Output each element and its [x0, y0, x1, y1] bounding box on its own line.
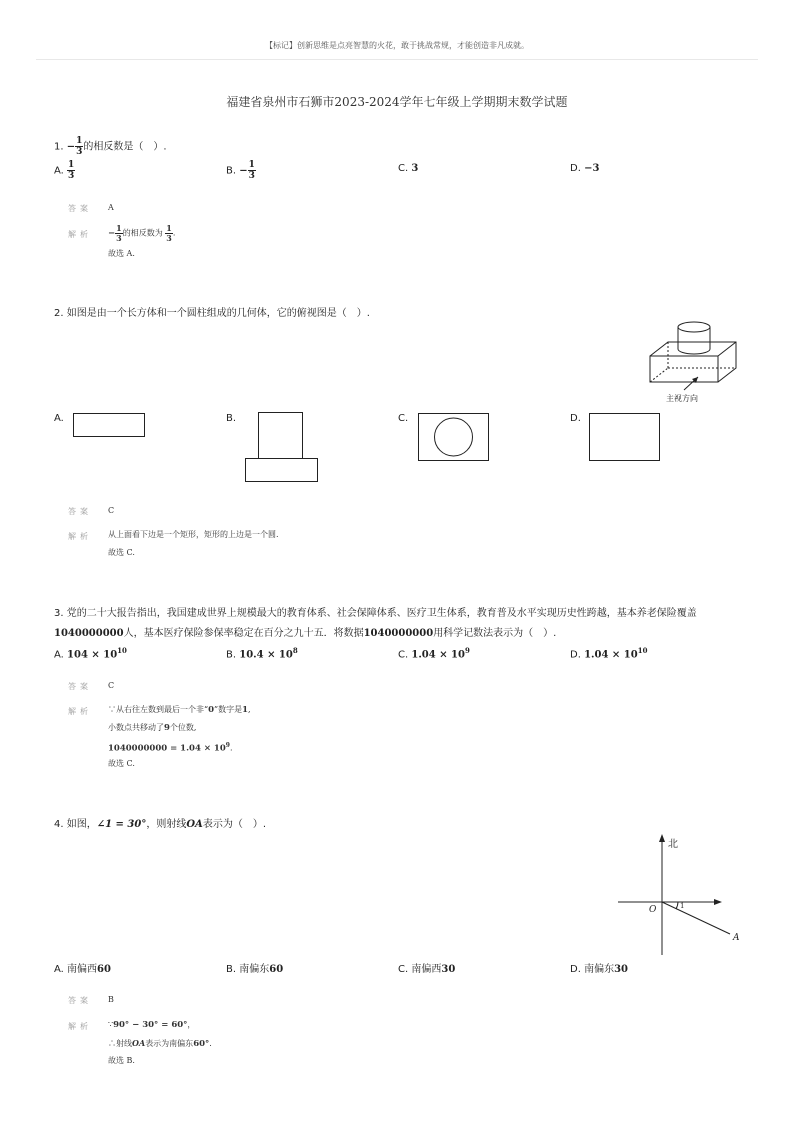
sol-text: 的相反数为	[122, 228, 163, 238]
cylinder-top	[678, 322, 710, 332]
option-key: A.	[54, 649, 64, 661]
q1-number: 1.	[54, 141, 64, 153]
q4-answer-label: 答案	[68, 996, 92, 1005]
sol-text-a: ∴射线	[108, 1039, 132, 1048]
option-text: 南偏东	[239, 964, 270, 975]
q2-option-c-key[interactable]: C.	[398, 413, 409, 424]
option-degree: 60	[97, 964, 111, 975]
box-top-right-edge	[718, 342, 736, 356]
q2-solution-line-2: 故选 C.	[108, 548, 135, 557]
sol-ray: OA	[132, 1038, 146, 1048]
q4-option-b[interactable]	[226, 960, 283, 975]
north-arrow-head	[659, 834, 665, 842]
outer-rectangle	[419, 414, 489, 461]
frac-den: 3	[248, 171, 255, 181]
option-text: 南偏西	[411, 964, 442, 975]
option-base: 10.4 × 10	[239, 649, 293, 661]
q2-figure-caption: 主视方向	[666, 394, 698, 403]
q4-text-c: 表示为（ ）.	[202, 819, 267, 830]
frac-den: 3	[166, 233, 172, 243]
q4-answer-value: B	[108, 995, 114, 1004]
q4-solution-line-1	[108, 1018, 195, 1032]
lower-rectangle	[246, 459, 318, 482]
ray-oa	[662, 902, 730, 934]
option-exponent: 8	[292, 646, 298, 655]
q1-minus: −	[66, 141, 76, 153]
wide-rectangle	[74, 414, 145, 437]
q4-origin-label: O	[649, 905, 657, 915]
sol-comma: ，	[187, 1020, 196, 1029]
frac-num: 1	[68, 160, 75, 170]
box-top-side-edges	[650, 342, 736, 382]
header-divider	[36, 59, 758, 60]
option-degree: 30	[614, 964, 628, 975]
sol-text-b: 个位数,	[169, 723, 197, 732]
q3-option-a[interactable]	[54, 646, 127, 660]
q4-option-d[interactable]	[570, 960, 628, 975]
sol-nine: 9	[164, 723, 170, 733]
option-fraction	[67, 160, 75, 181]
q2-answer-value: C	[108, 506, 115, 515]
q1-frac-den: 3	[76, 147, 83, 157]
frac-num: 1	[116, 223, 122, 233]
sol-exponent: 9	[225, 742, 230, 749]
q4-ray-label: A	[733, 933, 740, 943]
option-fraction	[248, 160, 256, 181]
option-exponent: 10	[117, 646, 127, 655]
option-key: C.	[398, 163, 409, 174]
sol-end: .	[229, 743, 233, 753]
frac-num: 1	[248, 160, 255, 170]
frac-num: 1	[166, 223, 172, 233]
sol-zero: 0	[208, 705, 215, 715]
q4-solution-line-3: 故选 B.	[108, 1056, 135, 1065]
sol-equation: 1040000000 = 1.04 × 10	[108, 743, 226, 754]
sol-end: .	[209, 1039, 212, 1048]
option-key: C.	[398, 649, 409, 661]
frac-den: 3	[68, 171, 75, 181]
sol-text-a: ∵从右往左数到最后一个非“	[108, 705, 209, 714]
q2-option-a-key[interactable]: A.	[54, 413, 64, 424]
sol-text-b: 表示为南偏东	[145, 1039, 194, 1048]
option-base: 104 × 10	[67, 649, 118, 661]
q4-north-label: 北	[668, 839, 678, 850]
sol-text-b: ”数字是	[214, 705, 243, 714]
option-text: 南偏西	[67, 964, 98, 975]
inner-circle	[435, 418, 473, 456]
q2-option-d-figure[interactable]	[589, 413, 660, 461]
sol-end: .	[172, 228, 176, 238]
upper-rectangle	[259, 413, 303, 459]
q4-direction-figure	[612, 830, 752, 960]
q4-text-a: 4. 如图，	[54, 819, 97, 830]
option-base: 1.04 × 10	[584, 649, 638, 661]
sol-fraction-2	[165, 224, 173, 243]
q1-answer-value: A	[108, 203, 114, 212]
q3-text-b: 用科学记数法表示为（ ）.	[433, 628, 557, 639]
option-key: C.	[398, 964, 409, 975]
option-base: 1.04 × 10	[411, 649, 465, 661]
q2-stem: 2. 如图是由一个长方体和一个圆柱组成的几何体，它的俯视图是（ ）.	[54, 308, 370, 319]
q3-number: 1040000000	[54, 628, 124, 639]
rectangle	[590, 414, 660, 461]
q3-option-c[interactable]	[398, 646, 470, 660]
q2-analysis-label: 解析	[68, 532, 92, 541]
q4-solution-line-2	[108, 1036, 212, 1051]
q2-solution-line-1: 从上面看下边是一个矩形，矩形的上边是一个圆.	[108, 530, 279, 539]
option-exponent: 10	[637, 646, 648, 655]
sol-text-c: ,	[248, 705, 251, 714]
cylinder-bottom	[678, 349, 710, 354]
option-exponent: 9	[464, 646, 470, 655]
q4-stem	[54, 815, 266, 830]
box-front-face	[650, 356, 718, 382]
box-hidden-edge-1	[650, 368, 668, 382]
q2-answer-label: 答案	[68, 507, 92, 516]
sol-fraction	[115, 224, 123, 243]
option-key: D.	[570, 964, 581, 975]
q1-option-b[interactable]	[226, 160, 256, 181]
option-degree: 60	[269, 964, 284, 975]
q4-option-c[interactable]	[398, 960, 455, 975]
q4-option-a[interactable]	[54, 960, 111, 975]
sol-because: ∵	[108, 1020, 114, 1029]
q2-option-a-figure[interactable]	[73, 413, 145, 437]
q3-stem-line-2	[54, 624, 556, 639]
east-arrow-head	[714, 899, 722, 905]
frac-den: 3	[116, 233, 122, 243]
q3-solution-line-3	[108, 739, 233, 756]
q3-answer-label: 答案	[68, 682, 92, 691]
q3-option-d[interactable]	[570, 646, 647, 660]
sol-equation: 90° − 30° = 60°	[113, 1020, 188, 1030]
q1-solution-line-2: 故选 A.	[108, 249, 135, 258]
sol-text-a: 小数点共移动了	[108, 723, 164, 732]
option-key: D.	[570, 649, 581, 661]
option-value: 3	[411, 163, 419, 174]
q3-solution-line-2	[108, 721, 196, 735]
q2-option-b-key[interactable]: B.	[226, 413, 237, 424]
q4-analysis-label: 解析	[68, 1022, 92, 1031]
option-text: 南偏东	[584, 964, 615, 975]
option-key: B.	[226, 964, 237, 975]
q3-solution-line-4: 故选 C.	[108, 759, 135, 768]
sol-degree: 60°	[193, 1039, 210, 1049]
q3-answer-value: C	[108, 681, 115, 690]
option-minus: −	[239, 165, 248, 177]
q2-option-c-figure[interactable]	[418, 413, 489, 461]
q2-option-d-key[interactable]: D.	[570, 413, 581, 424]
option-key: A.	[54, 165, 64, 177]
q1-option-c[interactable]	[398, 163, 418, 174]
q1-option-a[interactable]	[54, 160, 75, 181]
q3-analysis-label: 解析	[68, 707, 92, 716]
q4-ray-name: OA	[186, 819, 203, 830]
q1-option-d[interactable]	[570, 163, 599, 174]
option-key: A.	[54, 964, 64, 975]
option-degree: 30	[441, 964, 456, 975]
option-key: D.	[570, 163, 581, 174]
q4-angle-label: 1	[680, 902, 685, 910]
option-key: B.	[226, 165, 237, 177]
page-title: 福建省泉州市石狮市2023-2024学年七年级上学期期末数学试题	[226, 95, 568, 109]
sol-one: 1	[242, 705, 249, 715]
q3-stem-line-1: 3. 党的二十大报告指出，我国建成世界上规模最大的教育体系、社会保障体系、医疗卫生体系，教育普及水平实现历史性跨越，基本养老保险覆盖	[54, 608, 697, 619]
q4-text-b: ，则射线	[146, 819, 187, 830]
option-key: B.	[226, 649, 237, 661]
q1-frac-num: 1	[76, 136, 83, 146]
q3-number-2: 1040000000	[363, 628, 434, 639]
q1-solution-line-1	[108, 224, 175, 243]
sol-minus: −	[108, 228, 116, 239]
angle-arc	[676, 902, 678, 909]
q3-text-a: 人，基本医疗保险参保率稳定在百分之九十五．将数据	[123, 628, 364, 639]
option-value: −3	[584, 163, 600, 174]
q1-text: 的相反数是（ ）.	[83, 141, 167, 153]
q1-analysis-label: 解析	[68, 230, 92, 239]
q1-answer-label: 答案	[68, 204, 92, 213]
q1-stem	[54, 136, 167, 157]
q4-angle: ∠1 = 30°	[96, 819, 147, 830]
q2-option-b-figure[interactable]	[245, 412, 318, 482]
q3-option-b[interactable]	[226, 646, 298, 660]
header-motto: 【标记】创新思维是点亮智慧的火花，敢于挑战常规，才能创造非凡成就。	[265, 41, 529, 50]
q3-solution-line-1	[108, 703, 251, 717]
